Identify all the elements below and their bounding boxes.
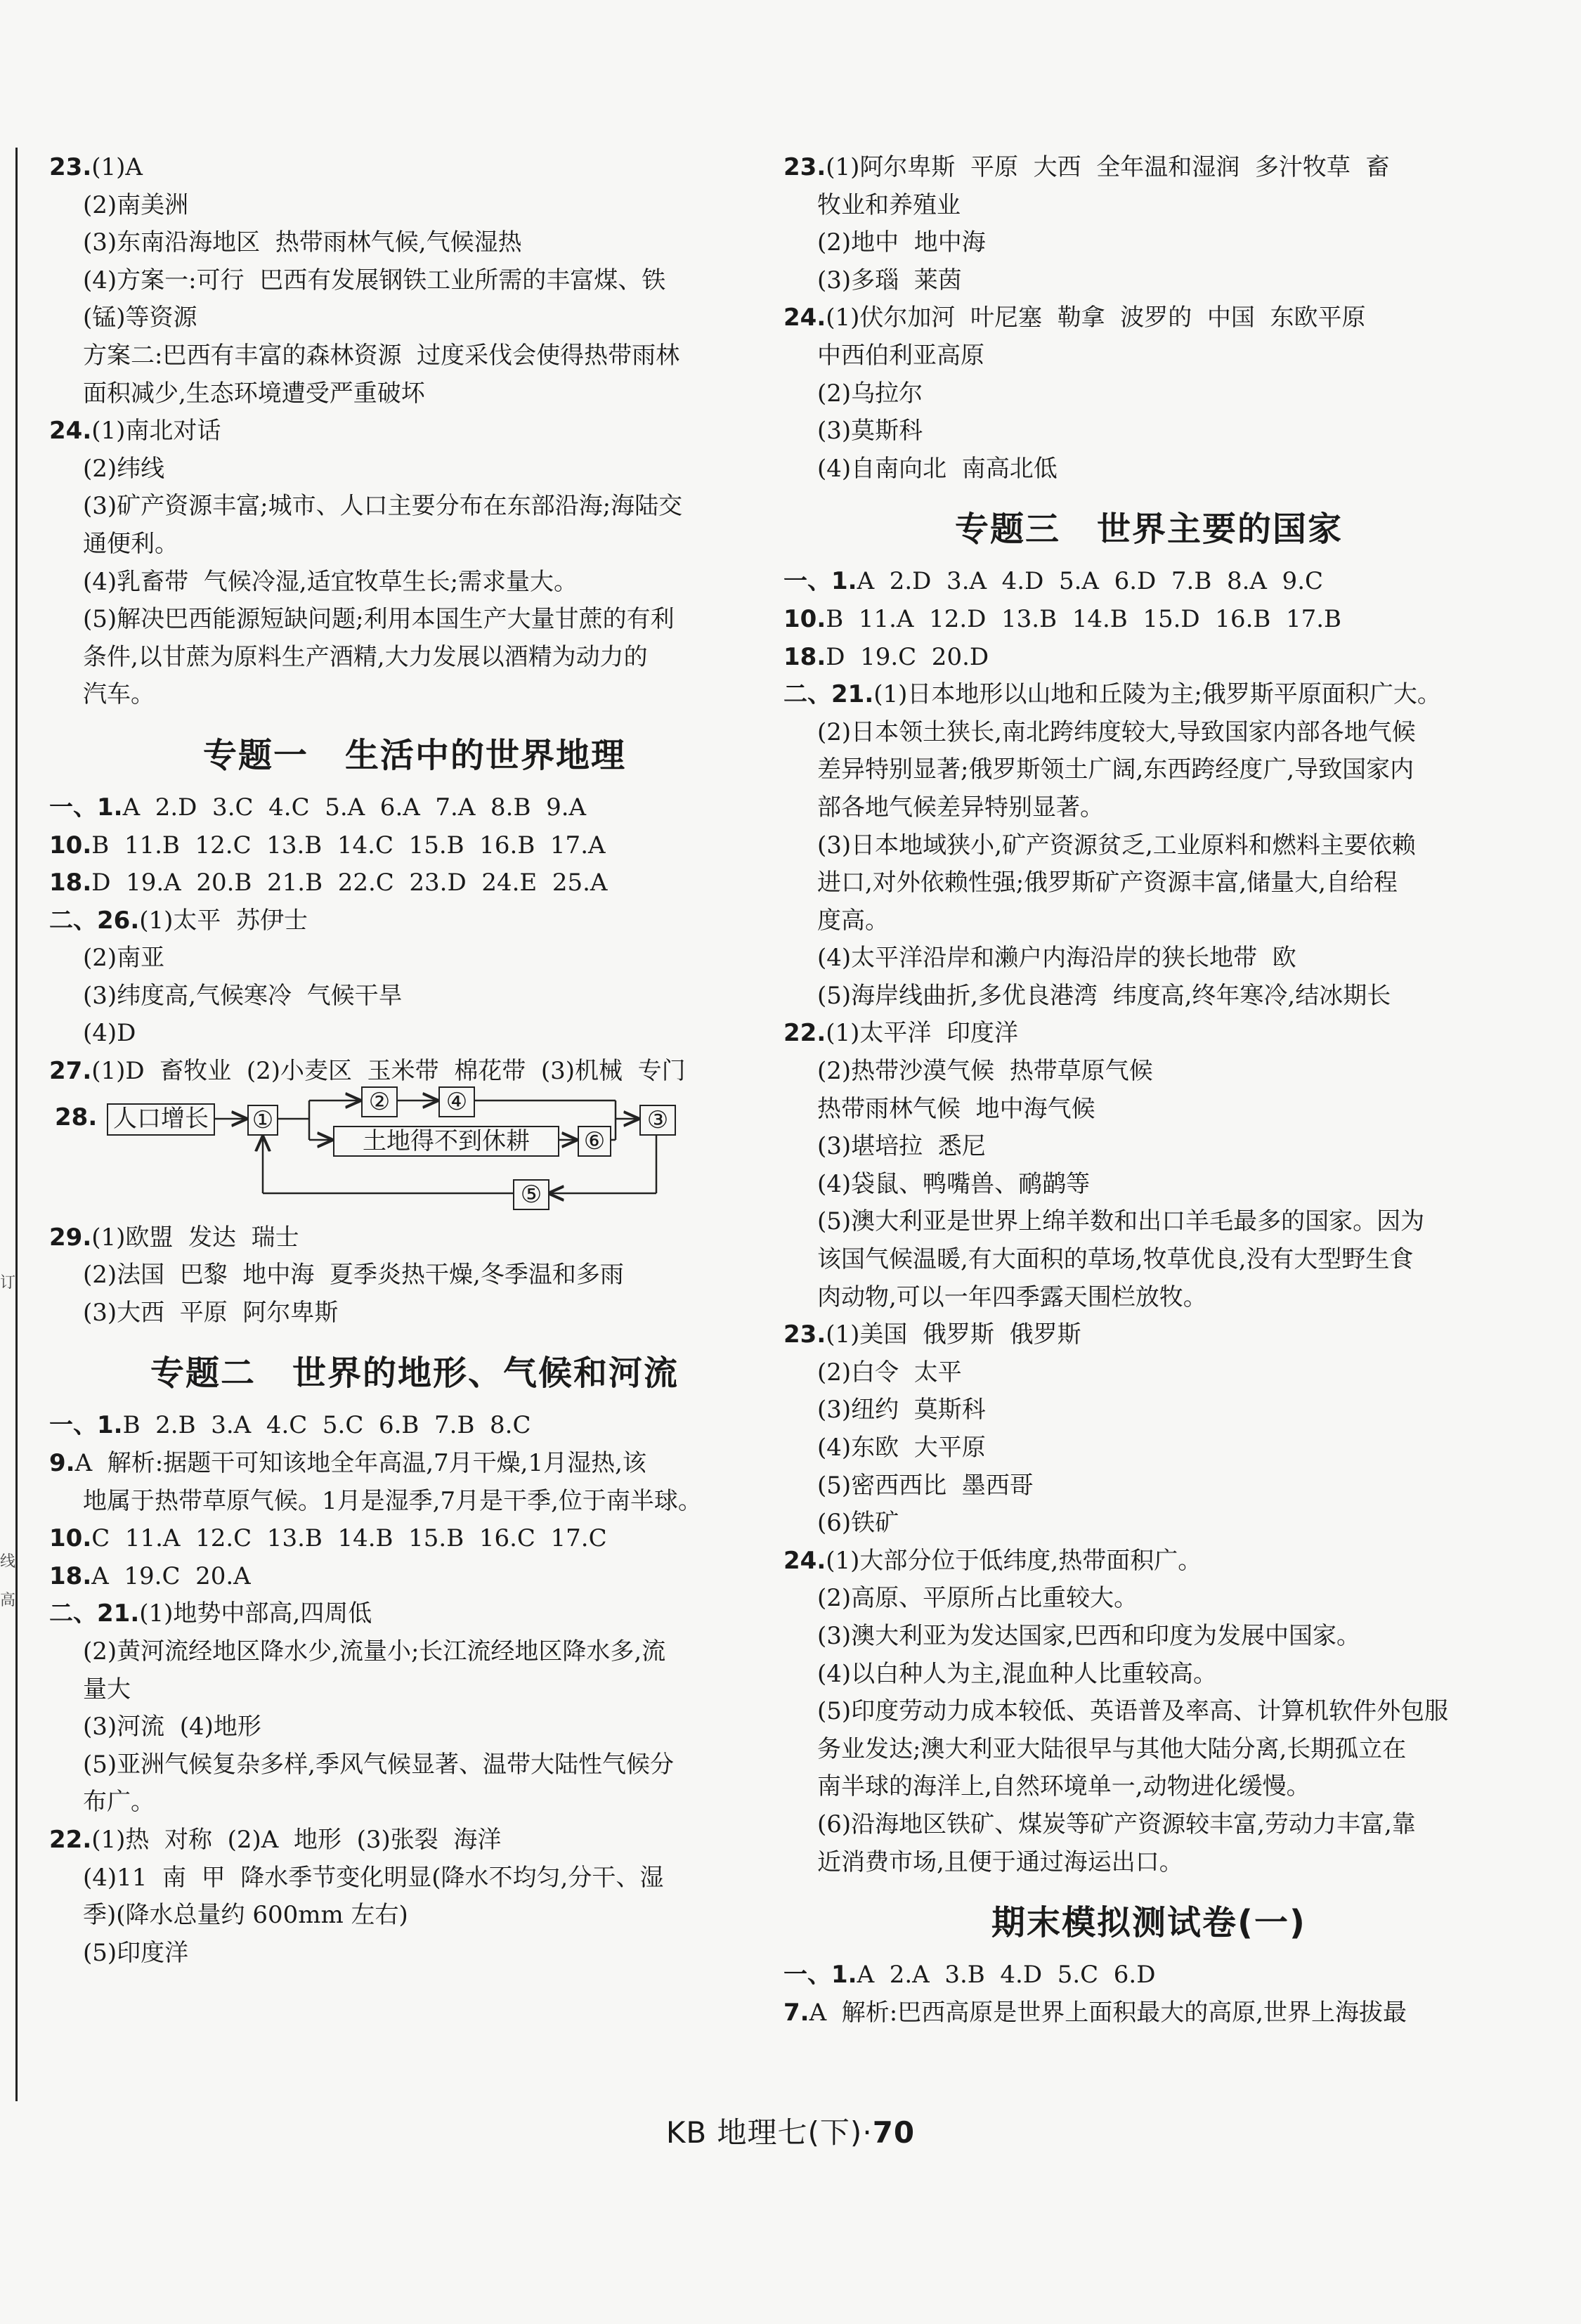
answer-line: 汽车。	[83, 680, 155, 709]
answer-line: (3)矿产资源丰富;城市、人口主要分布在东部沿海;海陆交	[83, 492, 683, 521]
answer-line: (3)日本地域狭小,矿产资源贫乏,工业原料和燃料主要依赖	[817, 831, 1416, 859]
answer-line: (4)袋鼠、鸭嘴兽、鸸鹋等	[817, 1169, 1091, 1198]
binding-edge-mark: 高	[0, 1592, 16, 1609]
answer-line: 二、26.(1)太平 苏伊士	[49, 906, 308, 935]
answer-line: (6)沿海地区铁矿、煤炭等矿产资源较丰富,劳动力丰富,靠	[817, 1810, 1416, 1838]
answer-line: (4)以白种人为主,混血种人比重较高。	[817, 1659, 1217, 1688]
answer-line: (2)南亚	[83, 944, 165, 973]
answer-line: 牧业和养殖业	[817, 190, 961, 219]
answer-line: (3)澳大利亚为发达国家,巴西和印度为发展中国家。	[817, 1621, 1360, 1650]
answer-line: (5)印度洋	[83, 1938, 189, 1967]
answer-line: (2)乌拉尔	[817, 379, 923, 408]
answer-line: (3)堪培拉 悉尼	[817, 1132, 986, 1161]
answer-line: (5)亚洲气候复杂多样,季风气候显著、温带大陆性气候分	[83, 1750, 674, 1779]
answer-line: (5)印度劳动力成本较低、英语普及率高、计算机软件外包服	[817, 1697, 1449, 1726]
answer-line: (4)方案一:可行 巴西有发展钢铁工业所需的丰富煤、铁	[83, 266, 666, 294]
answer-line: 该国气候温暖,有大面积的草场,牧草优良,没有大型野生食	[817, 1245, 1414, 1274]
cause-effect-diagram	[49, 1087, 780, 1219]
answer-line: 季)(降水总量约 600mm 左右)	[83, 1901, 408, 1930]
answer-line: (4)自南向北 南高北低	[817, 454, 1058, 483]
box-circle-6: ⑥	[578, 1126, 611, 1157]
answer-line: 10.C 11.A 12.C 13.B 14.B 15.B 16.C 17.C	[49, 1524, 607, 1553]
answer-line: 通便利。	[83, 529, 178, 558]
answer-line: (2)南美洲	[83, 190, 189, 219]
answer-line: 18.D 19.A 20.B 21.B 22.C 23.D 24.E 25.A	[49, 869, 608, 897]
answer-line: 24.(1)南北对话	[49, 417, 221, 446]
footer-subject: KB 地理七(下)·	[665, 2115, 873, 2150]
section-title-1: 专题一 生活中的世界地理	[202, 735, 627, 775]
answer-line: (5)海岸线曲折,多优良港湾 纬度高,终年寒冷,结冰期长	[817, 981, 1391, 1010]
box-circle-5: ⑤	[513, 1179, 549, 1210]
answer-line: 热带雨林气候 地中海气候	[817, 1094, 1095, 1123]
answer-line: 二、21.(1)日本地形以山地和丘陵为主;俄罗斯平原面积广大。	[783, 680, 1441, 709]
answer-line: 22.(1)热 对称 (2)A 地形 (3)张裂 海洋	[49, 1825, 502, 1854]
answer-line: 10.B 11.A 12.D 13.B 14.B 15.D 16.B 17.B	[783, 604, 1342, 633]
answer-line: (3)纬度高,气候寒冷 气候干旱	[83, 981, 403, 1010]
box-circle-2: ②	[361, 1086, 398, 1117]
answer-line: 布广。	[83, 1788, 155, 1817]
answer-line: 18.A 19.C 20.A	[49, 1562, 251, 1590]
answer-line: (4)太平洋沿岸和濑户内海沿岸的狭长地带 欧	[817, 944, 1296, 973]
answer-line: (3)大西 平原 阿尔卑斯	[83, 1298, 339, 1327]
answer-line: 肉动物,可以一年四季露天围栏放牧。	[817, 1283, 1207, 1311]
binding-edge-mark: 订	[0, 1274, 16, 1292]
answer-line: (3)纽约 莫斯科	[817, 1396, 986, 1424]
answer-line: 10.B 11.B 12.C 13.B 14.C 15.B 16.B 17.A	[49, 831, 606, 859]
box-population-growth: 人口增长	[107, 1103, 215, 1136]
answer-line: 近消费市场,且便于通过海运出口。	[817, 1848, 1183, 1876]
answer-line: 量大	[83, 1675, 131, 1703]
answer-line: 务业发达;澳大利亚大陆很早与其他大陆分离,长期孤立在	[817, 1734, 1407, 1763]
box-land-not-fallowed: 土地得不到休耕	[333, 1126, 559, 1157]
answer-line: 一、1.B 2.B 3.A 4.C 5.C 6.B 7.B 8.C	[49, 1411, 531, 1440]
answer-line: 29.(1)欧盟 发达 瑞士	[49, 1223, 299, 1252]
answer-line: (2)法国 巴黎 地中海 夏季炎热干燥,冬季温和多雨	[83, 1261, 624, 1290]
page-footer	[0, 2110, 1581, 2152]
answer-line: (5)澳大利亚是世界上绵羊数和出口羊毛最多的国家。因为	[817, 1207, 1425, 1236]
answer-line: 二、21.(1)地势中部高,四周低	[49, 1599, 372, 1628]
answer-line: 22.(1)太平洋 印度洋	[783, 1019, 1019, 1048]
box-circle-1: ①	[247, 1105, 278, 1136]
answer-line: 18.D 19.C 20.D	[783, 642, 989, 671]
answer-line: 一、1.A 2.D 3.C 4.C 5.A 6.A 7.A 8.B 9.A	[49, 793, 587, 822]
answer-line: (3)东南沿海地区 热带雨林气候,气候湿热	[83, 228, 522, 257]
answer-line: (2)地中 地中海	[817, 228, 986, 257]
answer-line: 中西伯利亚高原	[817, 341, 984, 370]
answer-line: 度高。	[817, 906, 889, 935]
right-column	[783, 149, 1514, 2032]
answer-line: 27.(1)D 畜牧业 (2)小麦区 玉米带 棉花带 (3)机械 专门	[49, 1057, 686, 1086]
answer-line: 地属于热带草原气候。1月是湿季,7月是干季,位于南半球。	[83, 1486, 702, 1515]
left-column	[49, 149, 780, 1972]
answer-line: 方案二:巴西有丰富的森林资源 过度采伐会使得热带雨林	[83, 341, 680, 370]
answer-line: 9.A 解析:据题干可知该地全年高温,7月干燥,1月湿热,该	[49, 1449, 646, 1478]
answer-line: 7.A 解析:巴西高原是世界上面积最大的高原,世界上海拔最	[783, 1998, 1407, 2027]
answer-line: 进口,对外依赖性强;俄罗斯矿产资源丰富,储量大,自给程	[817, 869, 1398, 897]
answer-line: (4)11 南 甲 降水季节变化明显(降水不均匀,分干、湿	[83, 1863, 664, 1892]
answer-line: 一、1.A 2.A 3.B 4.D 5.C 6.D	[783, 1961, 1156, 1989]
answer-line: 23.(1)美国 俄罗斯 俄罗斯	[783, 1320, 1081, 1349]
answer-line: (2)纬线	[83, 454, 165, 483]
answer-line: (3)河流 (4)地形	[83, 1713, 261, 1741]
answer-line: (5)密西西比 墨西哥	[817, 1471, 1034, 1500]
answer-line: (6)铁矿	[817, 1509, 899, 1538]
answer-line: (2)热带沙漠气候 热带草原气候	[817, 1057, 1153, 1086]
section-title-2: 专题二 世界的地形、气候和河流	[150, 1353, 679, 1394]
answer-line: (2)白令 太平	[817, 1358, 962, 1387]
answer-line: 24.(1)大部分位于低纬度,热带面积广。	[783, 1546, 1202, 1575]
answer-line: (2)高原、平原所占比重较大。	[817, 1584, 1138, 1613]
answer-line: (5)解决巴西能源短缺问题;利用本国生产大量甘蔗的有利	[83, 605, 675, 634]
answer-line: (2)黄河流经地区降水少,流量小;长江流经地区降水多,流	[83, 1637, 666, 1666]
answer-line: 一、1.A 2.D 3.A 4.D 5.A 6.D 7.B 8.A 9.C	[783, 567, 1324, 596]
box-circle-4: ④	[438, 1086, 475, 1117]
answer-line: (2)日本领土狭长,南北跨纬度较大,导致国家内部各地气候	[817, 718, 1416, 746]
section-title-3: 专题三 世界主要的国家	[954, 509, 1343, 550]
answer-line: (4)D	[83, 1019, 136, 1048]
answer-line: 面积减少,生态环境遭受严重破坏	[83, 379, 425, 408]
answer-line: (锰)等资源	[83, 304, 197, 332]
answer-line: (3)莫斯科	[817, 417, 923, 446]
answer-line: 南半球的海洋上,自然环境单一,动物进化缓慢。	[817, 1772, 1310, 1801]
section-title-4: 期末模拟测试卷(一)	[991, 1903, 1306, 1943]
answer-line: 差异特别显著;俄罗斯领土广阔,东西跨经度广,导致国家内	[817, 755, 1414, 784]
answer-line: (4)东欧 大平原	[817, 1434, 986, 1462]
answer-line: 部各地气候差异特别显著。	[817, 793, 1104, 822]
page-number: 70	[872, 2115, 916, 2150]
answer-line: 24.(1)伏尔加河 叶尼塞 勒拿 波罗的 中国 东欧平原	[783, 304, 1366, 332]
answer-line: (3)多瑙 莱茵	[817, 266, 962, 294]
answer-line: 23.(1)阿尔卑斯 平原 大西 全年温和湿润 多汁牧草 畜	[783, 153, 1390, 181]
binding-edge-mark: 线	[0, 1553, 16, 1571]
question-28-label: 28.	[55, 1103, 98, 1131]
box-circle-3: ③	[639, 1105, 676, 1136]
binding-rule	[15, 148, 18, 2101]
answer-line: (4)乳畜带 气候冷湿,适宜牧草生长;需求量大。	[83, 567, 578, 596]
answer-line: 23.(1)A	[49, 153, 143, 181]
answer-line: 条件,以甘蔗为原料生产酒精,大力发展以酒精为动力的	[83, 642, 648, 671]
